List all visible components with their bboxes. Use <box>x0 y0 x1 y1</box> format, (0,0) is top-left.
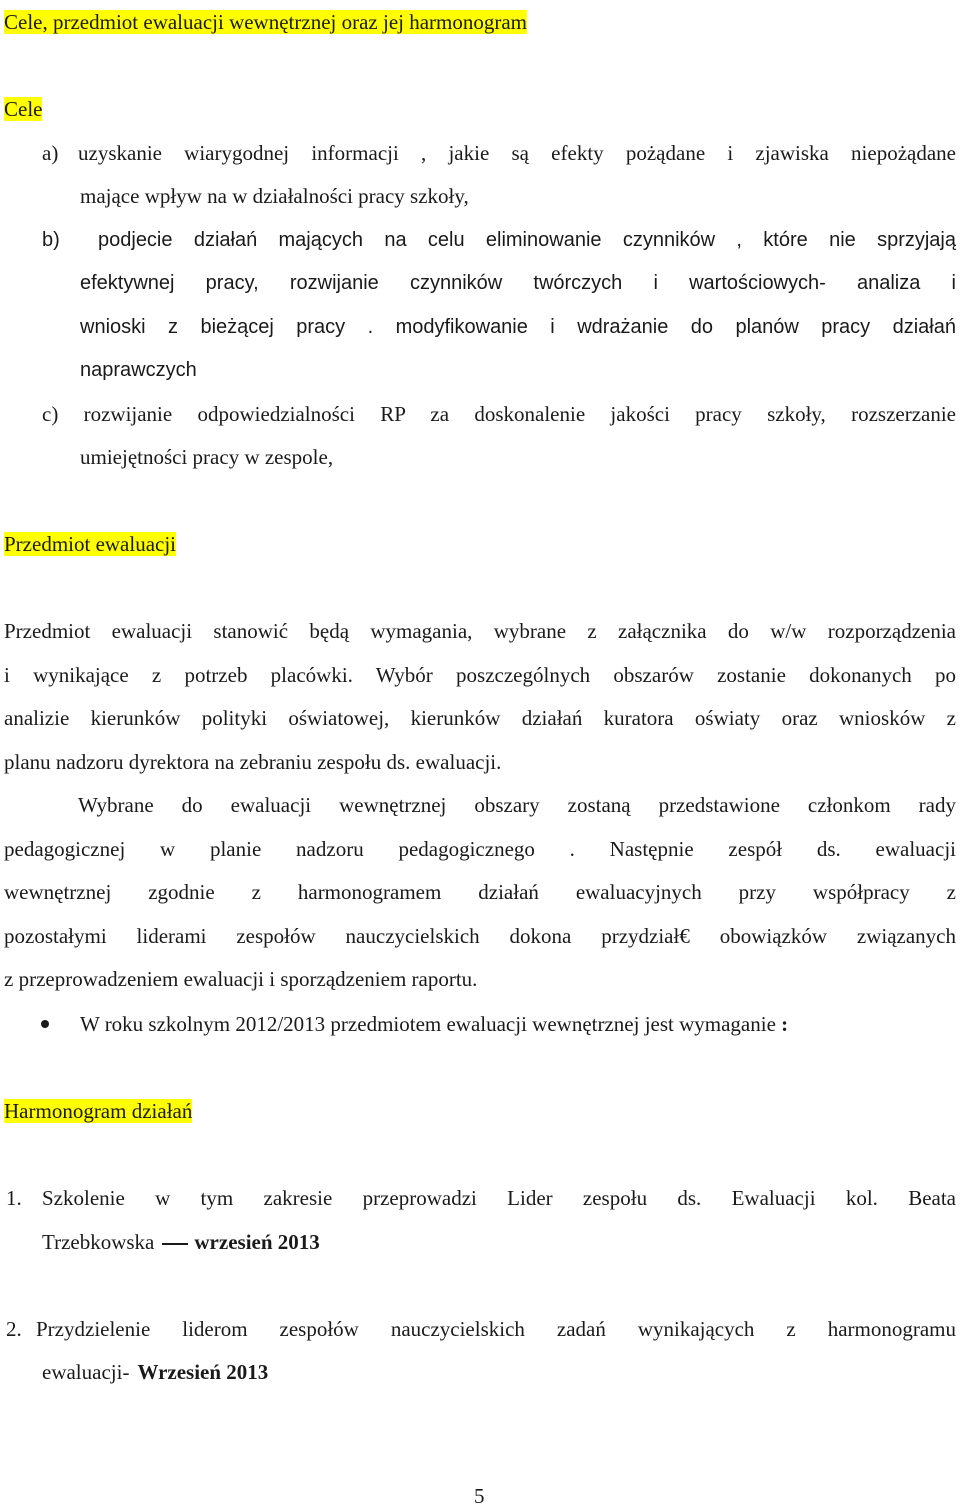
harmonogram-item1-marker: 1. <box>6 1186 22 1210</box>
przedmiot-p1-line3: analizie kierunków polityki oświatowej, kierunków działań kuratora oświaty oraz wniosków z <box>4 706 956 730</box>
section-heading-przedmiot: Przedmiot ewaluacji <box>4 532 177 556</box>
harmonogram-item2-marker: 2. <box>6 1317 22 1341</box>
section-heading-harmonogram: Harmonogram działań <box>4 1099 193 1123</box>
bullet-icon <box>41 1020 49 1028</box>
przedmiot-bullet-text: W roku szkolnym 2012/2013 przedmiotem ewaluacji wewnętrznej jest wymaganie : <box>80 1012 789 1036</box>
harmonogram-item1-line1: Szkolenie w tym zakresie przeprowadzi Lider zespołu ds. Ewaluacji kol. Beata <box>42 1186 956 1210</box>
section-heading-cele: Cele <box>4 97 43 121</box>
harmonogram-item2-line2: ewaluacji- Wrzesień 2013 <box>42 1360 269 1384</box>
harmonogram-item1-line2: Trzebkowska wrzesień 2013 <box>42 1230 320 1254</box>
przedmiot-p2-line5: z przeprowadzeniem ewaluacji i sporządzeniem raportu. <box>4 967 478 991</box>
document-title: Cele, przedmiot ewaluacji wewnętrznej oraz jej harmonogram <box>4 10 528 34</box>
page-number: 5 <box>474 1484 485 1508</box>
przedmiot-p1-line4: planu nadzoru dyrektora na zebraniu zespołu ds. ewaluacji. <box>4 750 502 774</box>
cele-item-b-marker: b) <box>42 229 60 251</box>
cele-item-a-line1: uzyskanie wiarygodnej informacji , jakie są efekty pożądane i zjawiska niepożądane <box>78 141 956 165</box>
przedmiot-p1-line2: i wynikające z potrzeb placówki. Wybór poszczególnych obszarów zostanie dokonanych po <box>4 663 956 687</box>
przedmiot-p2-line2: pedagogicznej w planie nadzoru pedagogicznego . Następnie zespół ds. ewaluacji <box>4 837 956 861</box>
cele-item-b-line4: naprawczych <box>80 359 197 381</box>
cele-item-b-line1: podjecie działań mających na celu eliminowanie czynników , które nie sprzyjają <box>98 229 956 251</box>
przedmiot-p2-line4: pozostałymi liderami zespołów nauczycielskich dokona przydział€ obowiązków związanych <box>4 924 956 948</box>
przedmiot-p2-line3: wewnętrznej zgodnie z harmonogramem działań ewaluacyjnych przy współpracy z <box>4 880 956 904</box>
dash-separator <box>162 1243 188 1245</box>
cele-item-c-line1: c) rozwijanie odpowiedzialności RP za doskonalenie jakości pracy szkoły, rozszerzanie <box>42 402 956 426</box>
przedmiot-p2-line1: Wybrane do ewaluacji wewnętrznej obszary zostaną przedstawione członkom rady <box>78 793 956 817</box>
harmonogram-item2-line1: Przydzielenie liderom zespołów nauczycielskich zadań wynikających z harmonogramu <box>36 1317 956 1341</box>
cele-item-a-line2: mające wpływ na w działalności pracy szkoły, <box>80 184 469 208</box>
przedmiot-p1-line1: Przedmiot ewaluacji stanowić będą wymagania, wybrane z załącznika do w/w rozporządzenia <box>4 619 956 643</box>
cele-item-c-line2: umiejętności pracy w zespole, <box>80 445 334 469</box>
cele-item-a-marker: a) <box>42 141 59 165</box>
cele-item-b-line2: efektywnej pracy, rozwijanie czynników twórczych i wartościowych- analiza i <box>80 272 956 294</box>
cele-item-b-line3: wnioski z bieżącej pracy . modyfikowanie i wdrażanie do planów pracy działań <box>80 316 956 338</box>
